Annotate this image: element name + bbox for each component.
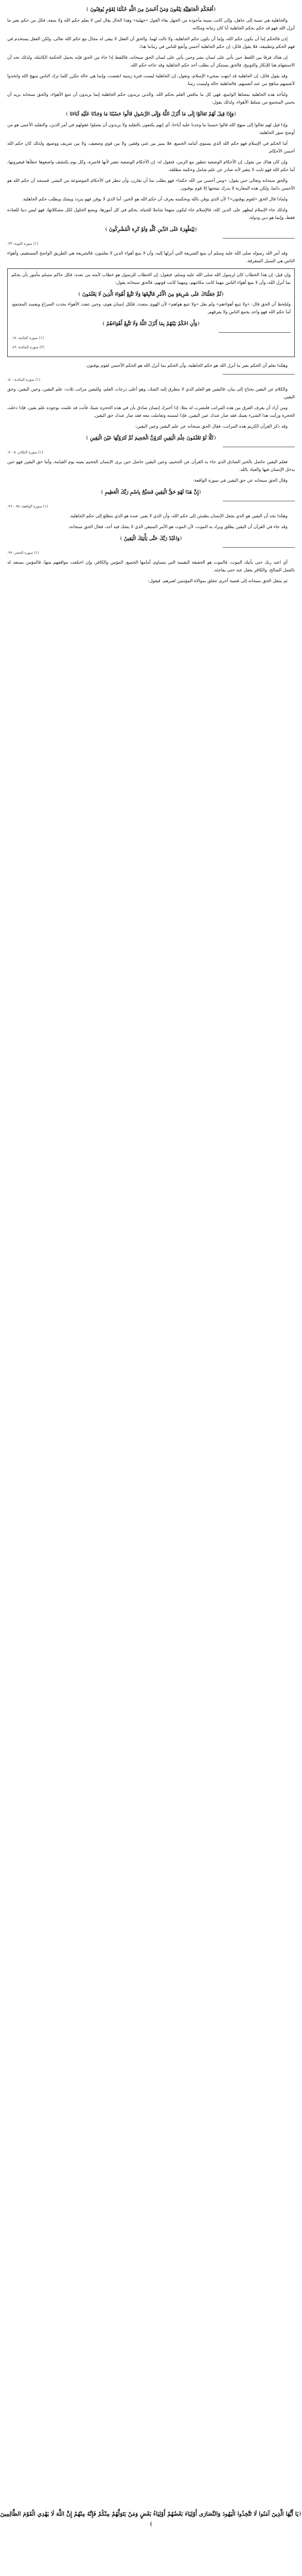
document-body	[7, 5, 295, 585]
paragraph: ولماذا قال الحق «لقوم يوقنون»؟ لأن الذي يوقن بالله وبحكمته يعرف أن حكم الله هو الخير، أما الذي لا يوقن فهو يتردد ويشك ويطلب حكم الجاهلية.	[22, 197, 288, 202]
paragraph: ولنأخذ هذه الجاهلية بمعناها الواسع، فهي كل ما يناقض العلم بحكم الله، والذين يريدون حكم الجاهلية إنما يريدون أن تتبع الأهواء، والحق سبحانه يريد أن يحمي المجتمع من تسلط الأهواء، ولذلك يقول:	[7, 92, 295, 105]
paragraph: فعلم اليقين حاصل بالخبر الصادق الذي جاء به القرآن عن الجحيم، وعين اليقين حاصل حين يرى الإنسان الجحيم بعينه يوم القيامة، وأما حق اليقين فهو حين يدخل الإنسان فيها والعياذ بالله.	[7, 460, 295, 472]
paragraph: ولذلك جاء الإسلام ليظهر على الدين كله، فالإسلام جاء ليكون منهجا شاملا للحياة، يحكم في كل أمورها، ويضع الحلول لكل مشكلاتها، فهو ليس دينا للعبادة فقط، وإنما هو دين ودولة.	[7, 208, 295, 221]
boxed-commentary	[7, 268, 295, 357]
paragraph: وهكذا نعلم أن الحكم بغير ما أنزل الله هو حكم الجاهلية، وأن الحكم بما أنزل الله هو الحكم الأحسن لقوم يوقنون.	[85, 363, 288, 368]
paragraph: ثم ينتقل الحق سبحانه إلى قضية أخرى تتعلق بموالاة المؤمنين لغيرهم، فيقول:	[148, 579, 288, 584]
quran-verse: ﴿ وَإِذَا قِيلَ لَهُمْ تَعَالَوْا إِلَى مَا أَنْزَلَ اللَّهُ وَإِلَى الرَّسُولِ قَالُوا حَسْبُنَا مَا وَجَدْنَا عَلَيْهِ آبَاءَنَا ﴾	[7, 110, 295, 118]
paragraph: إذن فالحكم إما أن يكون حكم الله، وإما أن يكون حكم الجاهلية، ولا ثالث لهما. والحق أن العقل لا يبقى له مجال مع حكم الله تعالى، ولكن العقل يستخدم في فهم الحكم وتطبيقه، فلا يقول قائل: إن حكم الجاهلية أحسن وأنفع للناس في زماننا هذا.	[7, 37, 295, 49]
paragraph: أما الحكم في الإسلام فهو حكم الله الذي يستوي أمامه الجميع، فلا يميز بين غني وفقير، ولا بين قوي وضعيف، ولا بين شريف ووضيع، ولذلك كان حكم الله أحسن الأحكام.	[7, 141, 295, 154]
paragraph: ولنلحظ أن الحق قال: «ولا تتبع أهواءهم» ولم يقل «ولا تتبع هواهم» لأن الهوى متعدد، فلكل إنسان هوى، وحين تتعدد الأهواء يحدث الصراع ويفسد المجتمع، أما حكم الله فهو واحد يجمع الناس ولا يفرقهم.	[11, 302, 291, 315]
quran-verse: ﴿ ثُمَّ جَعَلْنَاكَ عَلَى شَرِيعَةٍ مِنَ الْأَمْرِ فَاتَّبِعْهَا وَلَا تَتَّبِعْ أَهْوَاءَ الَّذِينَ لَا يَعْلَمُونَ ﴾	[11, 290, 291, 299]
footnote: (١) سورة الواقعة: ٩٥ - ٩٦.	[7, 504, 48, 509]
footnote-divider	[223, 238, 295, 239]
quran-verse: ﴿ يَا أَيُّهَا الَّذِينَ آمَنُوا لَا تَتَّخِذُوا الْيَهُودَ وَالنَّصَارَى أَوْلِيَاءَ بَعْضُهُمْ أَوْلِيَاءُ بَعْضٍ وَمَنْ يَتَوَلَّهُمْ مِنْكُمْ فَإِنَّهُ مِنْهُمْ إِنَّ اللَّهَ لَا يَهْدِي الْقَوْمَ الظَّالِمِينَ ﴾	[0, 2509, 302, 2530]
paragraph: ومن أراد أن يعرف الفرق بين هذه المراتب فلنضرب له مثلا: إذا أخبرك إنسان صادق بأن في هذه الحجرة شيئا، فأنت قد علمت بوجوده علم يقين، فإذا دخلت الحجرة ورأيت هذا الشيء بعينك فقد صار عندك عين اليقين، فإذا لمسته وتعاملت معه فقد صار عندك حق اليقين.	[7, 405, 295, 418]
quran-verse: ﴿ وَاعْبُدْ رَبَّكَ حَتَّى يَأْتِيَكَ الْيَقِينُ ﴾	[7, 534, 295, 543]
footnote-divider	[223, 374, 295, 375]
footnote-divider	[223, 547, 295, 548]
footnote: (٢) سورة المائدة: ٤٩.	[11, 345, 45, 349]
paragraph: وإن كان هناك من يقول: إن الأحكام الوضعية تتطور مع الزمن، فنقول له: إن الأحكام الوضعية تتغير لأنها قاصرة، وكل يوم يكتشف واضعوها خطأها فيغيرونها، أما حكم الله فهو ثابت لا يتغير لأنه صادر عن علم شامل وحكمة مطلقة.	[7, 160, 295, 173]
quran-verse: ﴿ وَأَنِ احْكُمْ بَيْنَهُمْ بِمَا أَنْزَلَ اللَّهُ وَلَا تَتَّبِعْ أَهْوَاءَهُمْ ﴾	[11, 319, 291, 328]
footnote: (١) سورة المائدة: ٥٠.	[7, 378, 41, 382]
footnote-divider	[219, 332, 291, 333]
paragraph: وقد أمر الله رسوله صلى الله عليه وسلم أن يتبع الشريعة التي أنزلها إليه، وأن لا يتبع أهواء الذين لا يعلمون، فالشريعة هي الطريق الواضح المستقيم، وأهواء الناس هي السبل المتفرقة.	[7, 251, 295, 264]
paragraph: إن هناك فرقا بين اللفظ حين يأتي على لسان بشر وحين يأتي على لسان الحق سبحانه، فاللفظ إذا جاء من الحق فإنه يحمل الحكمة الكاملة، ولذلك نجد أن الاستفهام هنا للإنكار والتوبيخ، فالحق يستنكر أن يطلب أحد حكم الجاهلية وقد جاءه حكم الله.	[7, 55, 295, 68]
paragraph: وقد ذكر القرآن الكريم هذه المراتب، فقال الحق سبحانه عن علم اليقين وعين اليقين:	[135, 424, 288, 429]
paragraph: والكلام عن اليقين يحتاج إلى بيان، فاليقين هو العلم الذي لا يتطرق إليه الشك، وهو أعلى درجات العلم، ولليقين مراتب ثلاث: علم اليقين، وعين اليقين، وحق اليقين.	[7, 387, 295, 400]
footnote: (١) سورة التكاثر: ٥ - ٧.	[7, 450, 43, 454]
paragraph: وإذا قيل لهم تعالوا إلى منهج الله قالوا حسبنا ما وجدنا عليه آباءنا، أي إنهم يكتفون بالتقليد ولا يريدون أن يعملوا عقولهم في أمر الدين، والتقليد الأعمى هو من أوضح صور الجاهلية.	[7, 123, 295, 135]
paragraph: والجاهلية هي نسبة إلى جاهل، وإلى كانت نسبة مأخوذة من الجهل بقاء القول «جهلية» وهذا الحال يقال لمن لا يعلم حكم الله ولا يتبعه، فكل من حكم بغير ما أنزل الله فهو قد حكم بحكم الجاهلية أيا كان زمانه ومكانه.	[7, 18, 295, 31]
paragraph: والحق سبحانه وتعالى حين يقول: «ومن أحسن من الله حكما» فهو يطلب منا أن نقارن، وأن ننظر في الأحكام الموضوعة من البشر، فسنجد أن حكم الله هو الأحسن دائما، ولكن هذه المقارنة لا يدرك نتيجتها إلا قوم يوقنون.	[7, 178, 295, 191]
closing-verse-block	[0, 2509, 302, 2530]
footnote: (١) سورة التوبة: ٣٣.	[7, 242, 39, 246]
quran-verse: ﴿ لِيُظْهِرَهُ عَلَى الدِّينِ كُلِّهِ وَلَوْ كَرِهَ الْمُشْرِكُونَ ﴾	[7, 225, 295, 234]
quran-verse: ﴿ إِنَّ هَذَا لَهُوَ حَقُّ الْيَقِينِ فَسَبِّحْ بِاسْمِ رَبِّكَ الْعَظِيمِ ﴾	[7, 488, 295, 497]
paragraph: وقد جاء في القرآن أن اليقين يطلق ويراد به الموت، لأن الموت هو الأمر المتيقن الذي لا يشك فيه أحد، فقال الحق سبحانه:	[68, 524, 288, 530]
paragraph: أي اعبد ربك حتى يأتيك الموت، فالموت هو الحقيقة اليقينية التي يتساوى أمامها الجميع، المؤمن والكافر، وإن اختلفت مواقفهم منها، فالمؤمن يستعد له بالعمل الصالح، والكافر يغفل عنه حتى يفاجئه.	[7, 560, 295, 573]
quran-verse: ﴿ أَفَحُكْمَ الْجَاهِلِيَّةِ يَبْغُونَ وَمَنْ أَحْسَنُ مِنَ اللَّهِ حُكْمًا لِقَوْمٍ يُوقِنُونَ ﴾	[7, 5, 295, 14]
paragraph: وهكذا نجد أن اليقين هو الذي يجعل الإنسان يطمئن إلى حكم الله، وأن الذي لا يقين عنده هو الذي يتطلع إلى حكم الجاهلية.	[69, 514, 288, 519]
paragraph: وقال الحق سبحانه عن حق اليقين في سورة الواقعة:	[192, 478, 288, 483]
footnote: (١) سورة الحجر: ٩٩.	[7, 551, 39, 555]
footnote: (١) سورة الجاثية: ١٨.	[11, 336, 44, 340]
quran-verse: ﴿ كَلَّا لَوْ تَعْلَمُونَ عِلْمَ الْيَقِينِ لَتَرَوُنَّ الْجَحِيمَ ثُمَّ لَتَرَوُنَّهَا عَيْنَ الْيَقِينِ ﴾	[7, 434, 295, 443]
paragraph: وقد يقول قائل: إن الجاهلية قد انتهت بمجيء الإسلام، ونقول: إن الجاهلية ليست فترة زمنية انقضت، وإنما هي حالة تتكرر كلما ترك الناس منهج الله واتخذوا لأنفسهم مناهج من عند أنفسهم، فالجاهلية حالة وليست زمنا.	[7, 74, 295, 87]
paragraph: وإن قيل: إن هذا الخطاب كان لرسول الله صلى الله عليه وسلم، فنقول: إن الخطاب للرسول هو خطاب لأمته من بعده، فكل حاكم مسلم مأمور بأن يحكم بما أنزل الله، وأن لا يتبع أهواء الناس مهما كانت مكانتهم، ومهما كانت قوتهم، فالحق سبحانه يقول:	[11, 273, 291, 285]
